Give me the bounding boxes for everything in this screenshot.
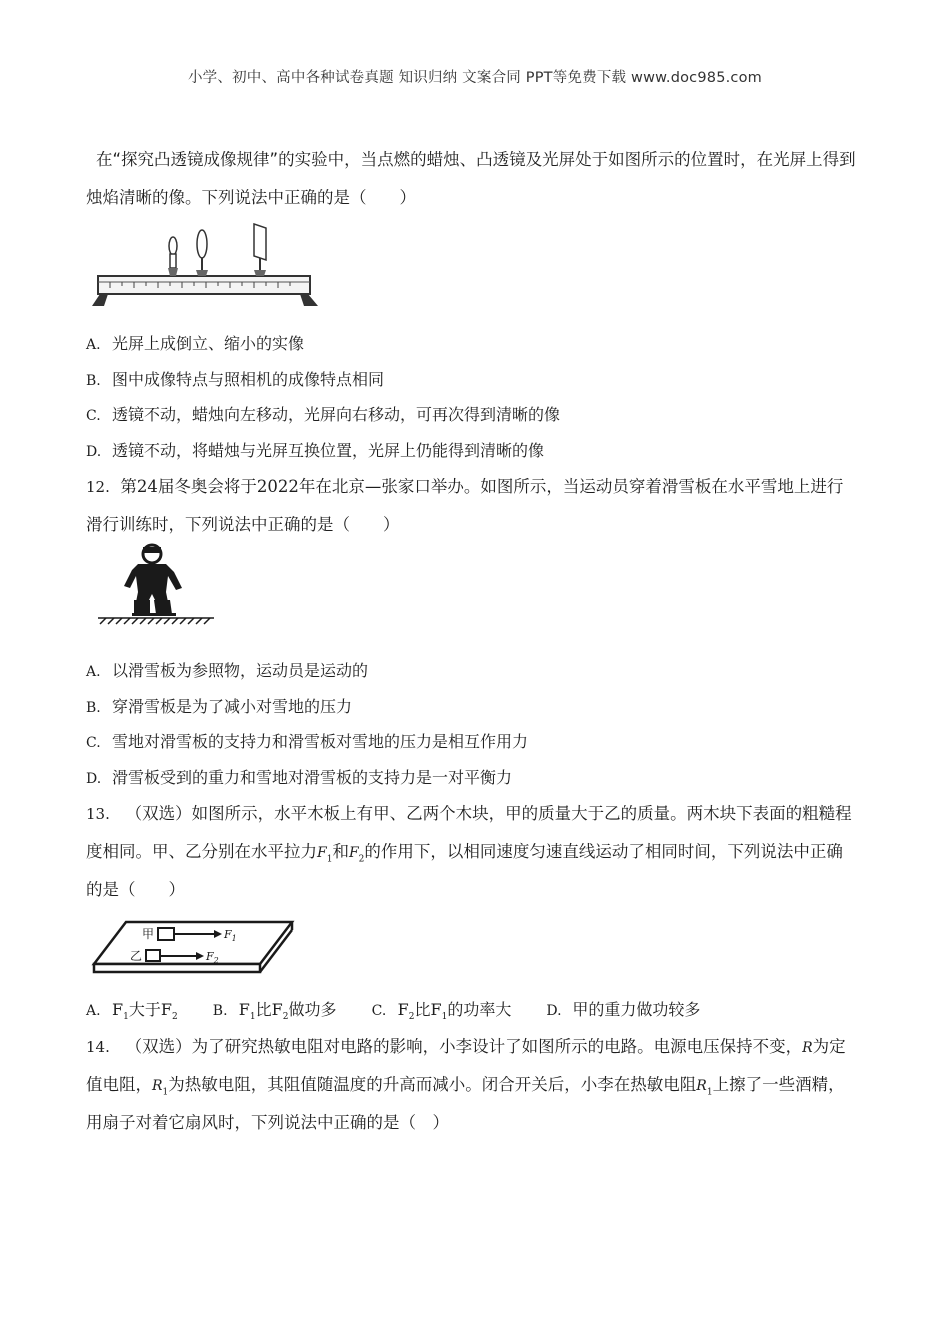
q13-options-row	[86, 997, 730, 1022]
q11-stem-line1: 在“探究凸透镜成像规律”的实验中，当点燃的蜡烛、凸透镜及光屏处于如图所示的位置时，在光屏上得到	[96, 150, 856, 169]
wooden-board	[94, 922, 292, 972]
q11-option-d: D. 透镜不动，将蜡烛与光屏互换位置，光屏上仍能得到清晰的像	[86, 441, 545, 460]
optical-bench-figure	[90, 218, 320, 310]
q12-option-d: D. 滑雪板受到的重力和雪地对滑雪板的支持力是一对平衡力	[86, 768, 513, 787]
q13-option-c: C. $F_2$比$F_1$的功率大	[371, 1000, 512, 1023]
block-yi-label: 乙	[130, 949, 143, 963]
optical-bench-rail	[92, 276, 318, 306]
q11-stem-line2: 烛焰清晰的像。下列说法中正确的是（ ）	[86, 188, 416, 207]
skier	[124, 545, 182, 614]
q12-option-a: A. 以滑雪板为参照物，运动员是运动的	[86, 661, 369, 680]
convex-lens	[196, 230, 208, 276]
candle	[168, 237, 178, 276]
q13-stem-line3: 的是（ ）	[86, 880, 185, 899]
q14-stem-line2: 值电阻，$R_1$为热敏电阻，其阻值随温度的升高而减小。闭合开关后，小李在热敏电阻$R_1$上擦了一些酒精，	[86, 1075, 845, 1098]
q12-option-c: C. 雪地对滑雪板的支持力和滑雪板对雪地的压力是相互作用力	[86, 732, 529, 751]
q13-option-b: B. $F_1$比$F_2$做功多	[212, 1000, 337, 1023]
q13-option-d: D. 甲的重力做功较多	[546, 1000, 701, 1019]
ground-hatching	[98, 618, 214, 624]
q13-stem-line1: 13. （双选）如图所示，水平木板上有甲、乙两个木块，甲的质量大于乙的质量。两木块下表面的粗糙程	[86, 804, 852, 823]
snowboard	[132, 613, 176, 616]
q11-option-c: C. 透镜不动，蜡烛向左移动，光屏向右移动，可再次得到清晰的像	[86, 405, 561, 424]
page-header-banner: 小学、初中、高中各种试卷真题 知识归纳 文案合同 PPT等免费下载 www.doc985.com	[187, 70, 763, 86]
block-jia-label: 甲	[142, 927, 155, 941]
force-label-f1: $F_1$	[224, 928, 237, 943]
q13-stem-line2: 度相同。甲、乙分别在水平拉力$F_1$和$F_2$的作用下，以相同速度匀速直线运动了相同时间，下列说法中正确	[86, 842, 843, 865]
q11-option-b: B. 图中成像特点与照相机的成像特点相同	[86, 370, 385, 389]
q13-option-a: A. $F_1$大于$F_2$	[86, 1000, 178, 1023]
light-screen	[254, 224, 266, 276]
wooden-board-figure	[90, 916, 296, 978]
force-label-f2: $F_2$	[206, 950, 219, 965]
q12-option-b: B. 穿滑雪板是为了减小对雪地的压力	[86, 697, 353, 716]
block-jia	[158, 928, 174, 940]
skier-figure	[96, 542, 216, 626]
q14-stem-line1: 14. （双选）为了研究热敏电阻对电路的影响，小李设计了如图所示的电路。电源电压保持不变，R为定	[86, 1037, 846, 1056]
q12-stem-line2: 滑行训练时，下列说法中正确的是（ ）	[86, 515, 400, 534]
q11-option-a: A. 光屏上成倒立、缩小的实像	[86, 334, 305, 353]
q12-stem-line1: 12. 第24届冬奥会将于2022年在北京—张家口举办。如图所示，当运动员穿着滑雪板在水平雪地上进行	[86, 477, 844, 496]
q14-stem-line3: 用扇子对着它扇风时，下列说法中正确的是（ ）	[86, 1113, 449, 1132]
block-yi	[146, 950, 160, 961]
